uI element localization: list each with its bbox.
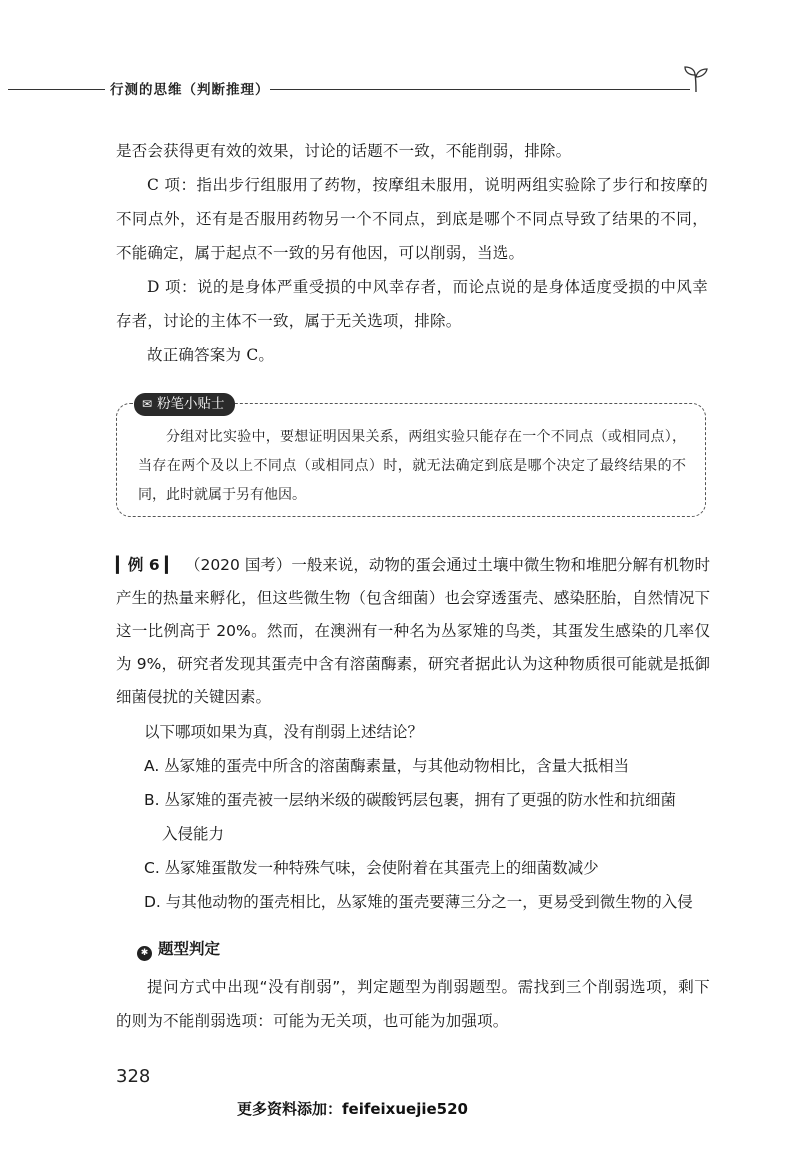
paragraph-intro: 是否会获得更有效的效果，讨论的话题不一致，不能削弱，排除。 bbox=[116, 142, 572, 160]
page-number: 328 bbox=[116, 1066, 151, 1087]
option-b: B. 丛冢雉的蛋壳被一层纳米级的碳酸钙层包裹，拥有了更强的防水性和抗细菌 bbox=[144, 791, 676, 809]
option-a: A. 丛冢雉的蛋壳中所含的溶菌酶素量，与其他动物相比，含量大抵相当 bbox=[144, 757, 630, 775]
example-stem bbox=[116, 549, 710, 714]
analysis-text bbox=[116, 134, 708, 372]
header-rule-right bbox=[270, 89, 690, 90]
example-tag: ▎例 6 ▎ bbox=[116, 556, 177, 574]
tip-text: 分组对比实验中，要想证明因果关系，两组实验只能存在一个不同点（或相同点），当存在两个及以上不同点（或相同点）时，就无法确定到底是哪个决定了最终结果的不同，此时就属于另有他因。 bbox=[138, 429, 686, 503]
option-b-continued: 入侵能力 bbox=[162, 825, 225, 843]
cloud-icon: ✉ bbox=[142, 397, 153, 411]
example-stem-text: （2020 国考）一般来说，动物的蛋会通过土壤中微生物和堆肥分解有机物时产生的热量来孵化，但这些微生物（包含细菌）也会穿透蛋壳、感染胚胎，自然情况下这一比例高于 20%。然而，在澳洲有一种名为丛冢雉的鸟类，其蛋发生感染的几率仅为 9%，研究者发现其蛋壳中含有溶菌酶素，研究者据此认为这种物质很可能就是抵御细菌侵扰的关键因素。 bbox=[116, 556, 710, 706]
answer-line: 故正确答案为 C。 bbox=[147, 346, 275, 364]
running-header bbox=[0, 60, 800, 100]
sprout-icon bbox=[683, 64, 709, 94]
option-c: C. 丛冢雉蛋散发一种特殊气味，会使附着在其蛋壳上的细菌数减少 bbox=[144, 859, 599, 877]
example-block bbox=[116, 549, 710, 919]
section-title: 题型判定 bbox=[158, 940, 221, 958]
header-rule-left bbox=[8, 89, 105, 90]
section-text: 提问方式中出现“没有削弱”，判定题型为削弱题型。需找到三个削弱选项，剩下的则为不能削弱选项：可能为无关项，也可能为加强项。 bbox=[116, 978, 710, 1030]
tip-label bbox=[134, 393, 235, 416]
section-bullet-icon: ✱ bbox=[137, 946, 152, 961]
section-body bbox=[116, 970, 710, 1038]
tip-box bbox=[116, 396, 706, 517]
section-heading bbox=[137, 937, 220, 961]
footer-note: 更多资料添加：feifeixuejie520 bbox=[237, 1100, 468, 1118]
header-title: 行测的思维（判断推理） bbox=[110, 82, 270, 98]
paragraph-option-d: D 项：说的是身体严重受损的中风幸存者，而论点说的是身体适度受损的中风幸存者，讨论的主体不一致，属于无关选项，排除。 bbox=[116, 278, 708, 330]
example-question: 以下哪项如果为真，没有削弱上述结论？ bbox=[144, 723, 424, 741]
option-d: D. 与其他动物的蛋壳相比，丛冢雉的蛋壳要薄三分之一，更易受到微生物的入侵 bbox=[144, 893, 693, 911]
paragraph-option-c: C 项：指出步行组服用了药物，按摩组未服用，说明两组实验除了步行和按摩的不同点外，还有是否服用药物另一个不同点，到底是哪个不同点导致了结果的不同，不能确定，属于起点不一致的另有他因，可以削弱，当选。 bbox=[116, 176, 708, 262]
tip-label-text: 粉笔小贴士 bbox=[157, 396, 225, 412]
